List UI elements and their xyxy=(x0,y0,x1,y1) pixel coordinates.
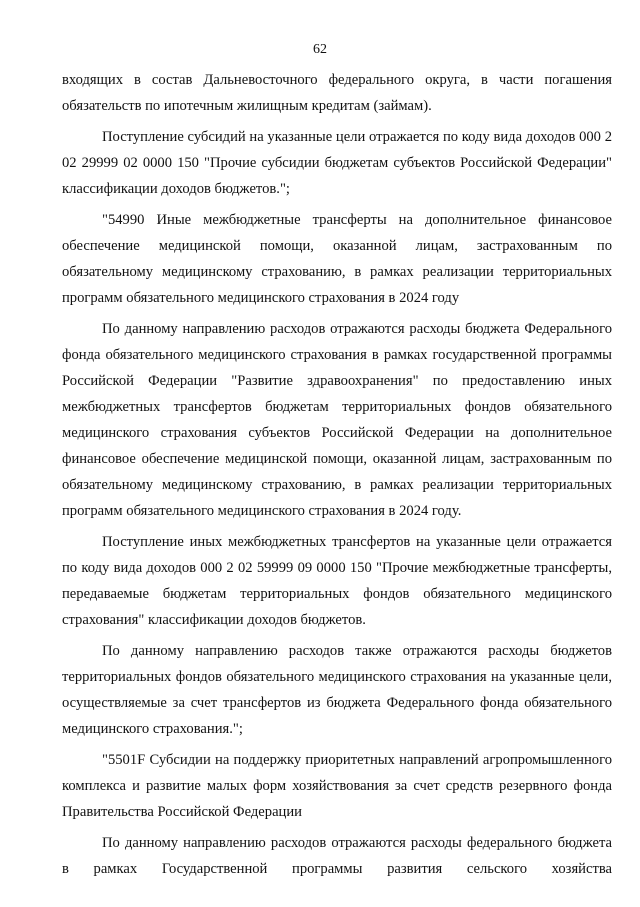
paragraph-54990-territorial: По данному направлению расходов также отражаются расходы бюджетов территориальных фондов обязательного медицинского страхования на указанные цели, осуществляемые за счет трансфертов из бюджета Федерального фонда обязательного медицинского страхования."; xyxy=(62,643,612,737)
paragraph-5501f-description: По данному направлению расходов отражаются расходы федерального бюджета в рамках Государственной программы развития сельского хозяйства xyxy=(62,835,612,877)
paragraph-5501f-heading: "5501F Субсидии на поддержку приоритетных направлений агропромышленного комплекса и развитие малых форм хозяйствования за счет средств резервного фонда Правительства Российской Федерации xyxy=(62,752,612,820)
paragraph-54990-description: По данному направлению расходов отражаются расходы бюджета Федерального фонда обязательного медицинского страхования в рамках государственной программы Российской Федерации "Развитие здравоохранения" по предоставлению иных межбюджетных трансфертов бюджетам территориальных фондов обязательного медицинского страхования субъектов Российской Федерации на дополнительное финансовое обеспечение медицинской помощи, оказанной лицам, застрахованным по обязательному медицинскому страхованию, в рамках реализации территориальных программ обязательного медицинского страхования в 2024 году. xyxy=(62,321,612,519)
paragraph-54990-income: Поступление иных межбюджетных трансфертов на указанные цели отражается по коду вида доходов 000 2 02 59999 09 0000 150 "Прочие межбюджетные трансферты, передаваемые бюджетам территориальных фондов обязательного медицинского страхования" классификации доходов бюджетов. xyxy=(62,534,612,628)
paragraph-continuation: входящих в состав Дальневосточного федерального округа, в части погашения обязательств по ипотечным жилищным кредитам (займам). xyxy=(62,72,612,114)
page-number: 62 xyxy=(313,42,327,57)
paragraph-54990-heading: "54990 Иные межбюджетные трансферты на дополнительное финансовое обеспечение медицинской помощи, оказанной лицам, застрахованным по обязательному медицинскому страхованию, в рамках реализации территориальных программ обязательного медицинского страхования в 2024 году xyxy=(62,212,612,306)
document-body xyxy=(62,67,612,887)
paragraph-subsidy-income: Поступление субсидий на указанные цели отражается по коду вида доходов 000 2 02 29999 02 0000 150 "Прочие субсидии бюджетам субъектов Российской Федерации" классификации доходов бюджетов."; xyxy=(62,129,612,197)
